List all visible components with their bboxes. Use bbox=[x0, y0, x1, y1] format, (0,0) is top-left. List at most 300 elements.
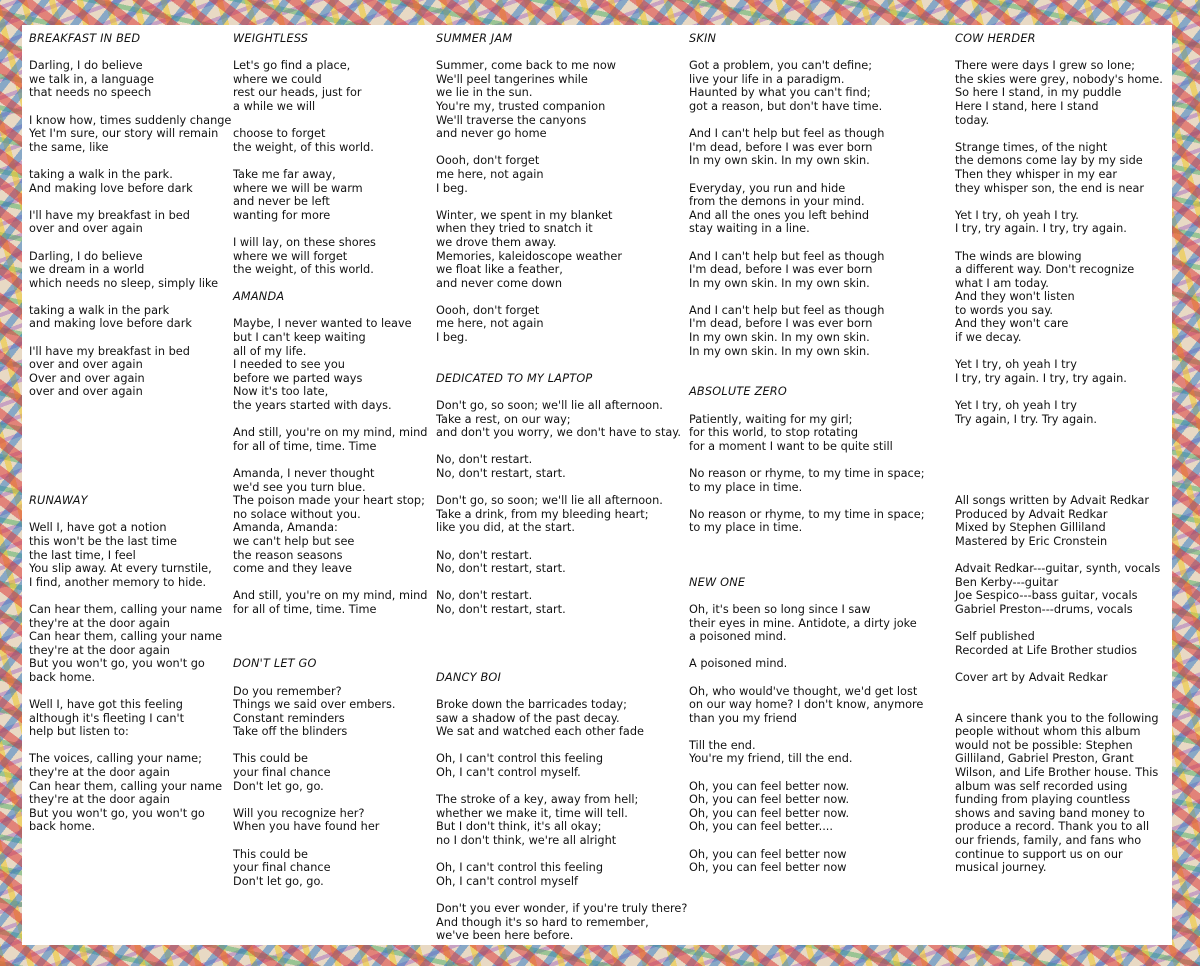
lyric-line: Amanda, I never thought bbox=[233, 467, 375, 480]
lyric-line: Oh, you can feel better now. bbox=[689, 793, 850, 807]
lyric-line: We'll peel tangerines while bbox=[436, 72, 588, 86]
lyric-line: Advait Redkar---guitar, synth, vocals bbox=[955, 562, 1161, 576]
lyric-line: Oooh, don't forget bbox=[436, 303, 540, 317]
lyric-line: Don't let go, go. bbox=[233, 779, 324, 793]
lyric-line: where we will be warm bbox=[233, 181, 363, 195]
lyric-line: over and over again bbox=[29, 222, 143, 236]
spacer bbox=[689, 114, 949, 128]
lyric-line: me here, not again bbox=[436, 167, 544, 181]
lyric-line: You're my, trusted companion bbox=[436, 99, 606, 113]
lyric-line: Oh, I can't control this feeling bbox=[436, 861, 604, 875]
lyric-line: your final chance bbox=[233, 766, 331, 780]
lyric-line: they're at the door again bbox=[29, 643, 170, 657]
spacer bbox=[233, 114, 433, 128]
spacer bbox=[233, 644, 433, 658]
lyric-line: No, don't restart, start. bbox=[436, 602, 566, 616]
spacer bbox=[689, 236, 949, 250]
song-title: RUNAWAY bbox=[29, 494, 88, 508]
lyric-line: Amanda, Amanda: bbox=[233, 521, 338, 535]
spacer bbox=[436, 290, 686, 304]
lyric-line: I'm dead, before I was ever born bbox=[689, 317, 873, 331]
lyric-line: Oh, I can't control myself bbox=[436, 874, 578, 888]
lyric-line: and never be left bbox=[233, 195, 330, 209]
spacer bbox=[955, 127, 1170, 141]
lyric-line: taking a walk in the park. bbox=[29, 167, 173, 181]
lyric-line: Oh, you can feel better now. bbox=[689, 779, 850, 793]
lyric-line: Take off the blinders bbox=[233, 725, 348, 739]
lyric-line: Gabriel Preston---drums, vocals bbox=[955, 602, 1133, 616]
lyric-line: Don't go, so soon; we'll lie all afternoon. bbox=[436, 399, 663, 413]
spacer bbox=[689, 372, 949, 386]
spacer bbox=[689, 399, 949, 413]
spacer bbox=[29, 399, 229, 413]
lyric-line: And making love before dark bbox=[29, 181, 193, 195]
lyric-line: stay waiting in a line. bbox=[689, 222, 810, 236]
spacer bbox=[233, 413, 433, 427]
lyric-line: taking a walk in the park bbox=[29, 303, 170, 317]
spacer bbox=[233, 834, 433, 848]
lyric-line: Cover art by Advait Redkar bbox=[955, 670, 1108, 684]
lyric-line: And they won't listen bbox=[955, 290, 1075, 304]
lyric-line: album was self recorded using bbox=[955, 779, 1128, 793]
lyric-line: back home. bbox=[29, 670, 96, 684]
song-title: DEDICATED TO MY LAPTOP bbox=[436, 371, 593, 385]
spacer bbox=[689, 725, 949, 739]
spacer bbox=[436, 345, 686, 359]
spacer bbox=[233, 671, 433, 685]
spacer bbox=[955, 549, 1170, 563]
lyric-line: Broke down the barricades today; bbox=[436, 698, 627, 712]
lyric-line: help but listen to: bbox=[29, 725, 129, 739]
lyric-line: This could be bbox=[233, 752, 308, 766]
lyric-line: Oh, you can feel better.... bbox=[689, 820, 833, 834]
lyric-line: back home. bbox=[29, 820, 96, 834]
lyric-line: and don't you worry, we don't have to stay. bbox=[436, 426, 681, 440]
spacer bbox=[955, 46, 1170, 60]
spacer bbox=[233, 617, 433, 631]
lyric-line: A sincere thank you to the following bbox=[955, 711, 1159, 725]
spacer bbox=[436, 141, 686, 155]
spacer bbox=[29, 467, 229, 481]
lyric-line: a while we will bbox=[233, 99, 316, 113]
spacer bbox=[689, 46, 949, 60]
lyric-line: Oh, it's been so long since I saw bbox=[689, 602, 871, 616]
lyric-line: Winter, we spent in my blanket bbox=[436, 208, 613, 222]
lyric-line: Darling, I do believe bbox=[29, 59, 143, 73]
lyric-line: I needed to see you bbox=[233, 358, 345, 372]
spacer bbox=[29, 195, 229, 209]
spacer bbox=[436, 739, 686, 753]
lyric-line: In my own skin. In my own skin. bbox=[689, 154, 870, 168]
spacer bbox=[689, 549, 949, 563]
lyric-line: No, don't restart. bbox=[436, 589, 533, 603]
spacer bbox=[233, 739, 433, 753]
spacer bbox=[436, 888, 686, 902]
credits-column bbox=[955, 32, 1170, 875]
spacer bbox=[955, 657, 1170, 671]
spacer bbox=[689, 834, 949, 848]
lyric-line: that needs no speech bbox=[29, 86, 152, 100]
lyric-line: Oooh, don't forget bbox=[436, 154, 540, 168]
lyric-line: Memories, kaleidoscope weather bbox=[436, 249, 623, 263]
spacer bbox=[29, 440, 229, 454]
lyric-line: Darling, I do believe bbox=[29, 249, 143, 263]
lyric-line: where we will forget bbox=[233, 249, 348, 263]
spacer bbox=[436, 481, 686, 495]
spacer bbox=[689, 168, 949, 182]
lyric-line: the reason seasons bbox=[233, 548, 343, 562]
lyric-line: I'll have my breakfast in bed bbox=[29, 208, 190, 222]
lyric-line: people without whom this album bbox=[955, 725, 1141, 739]
lyric-line: when they tried to snatch it bbox=[436, 222, 593, 236]
spacer bbox=[436, 440, 686, 454]
lyric-line: we float like a feather, bbox=[436, 263, 563, 277]
lyric-line: I beg. bbox=[436, 331, 468, 345]
lyric-line: Try again, I try. Try again. bbox=[955, 412, 1097, 426]
lyric-line: all of my life. bbox=[233, 344, 307, 358]
lyric-line: Oh, who would've thought, we'd get lost bbox=[689, 684, 918, 698]
lyric-line: In my own skin. In my own skin. bbox=[689, 344, 870, 358]
lyric-line: musical journey. bbox=[955, 861, 1047, 875]
lyric-line: Gilliland, Gabriel Preston, Grant bbox=[955, 752, 1134, 766]
lyric-line: I'm dead, before I was ever born bbox=[689, 263, 873, 277]
lyric-line: they're at the door again bbox=[29, 766, 170, 780]
lyric-line: Till the end. bbox=[689, 738, 756, 752]
lyric-line: we'd see you turn blue. bbox=[233, 480, 366, 494]
spacer bbox=[29, 236, 229, 250]
lyric-line: which needs no sleep, simply like bbox=[29, 276, 219, 290]
song-title: COW HERDER bbox=[955, 32, 1036, 45]
lyrics-column-3 bbox=[436, 32, 686, 943]
lyric-line: No, don't restart, start. bbox=[436, 467, 566, 480]
lyric-line: And I can't help but feel as though bbox=[689, 303, 885, 317]
lyric-line: Things we said over embers. bbox=[233, 698, 396, 712]
lyric-line: Take a drink, from my bleeding heart; bbox=[436, 507, 649, 521]
lyric-line: Everyday, you run and hide bbox=[689, 181, 846, 195]
lyric-line: Now it's too late, bbox=[233, 385, 329, 399]
spacer bbox=[436, 630, 686, 644]
lyric-line: the weight, of this world. bbox=[233, 263, 374, 277]
song-title: DANCY BOI bbox=[436, 670, 502, 684]
spacer bbox=[29, 154, 229, 168]
lyric-line: Don't you ever wonder, if you're truly there? bbox=[436, 902, 688, 915]
lyric-line: Here I stand, here I stand bbox=[955, 99, 1099, 113]
lyric-line: from the demons in your mind. bbox=[689, 195, 865, 209]
lyric-line: No reason or rhyme, to my time in space; bbox=[689, 507, 925, 521]
lyric-line: and never go home bbox=[436, 127, 547, 141]
lyric-line: And still, you're on my mind, mind bbox=[233, 426, 428, 440]
lyrics-column-1 bbox=[29, 32, 232, 834]
lyric-line: Don't let go, go. bbox=[233, 874, 324, 888]
spacer bbox=[689, 589, 949, 603]
spacer bbox=[955, 345, 1170, 359]
spacer bbox=[29, 453, 229, 467]
lyric-line: we've been here before. bbox=[436, 929, 574, 943]
lyric-line: shows and saving band money to bbox=[955, 806, 1145, 820]
spacer bbox=[29, 739, 229, 753]
lyric-line: today. bbox=[955, 113, 990, 127]
spacer bbox=[689, 453, 949, 467]
lyric-line: All songs written by Advait Redkar bbox=[955, 494, 1150, 508]
spacer bbox=[436, 358, 686, 372]
lyric-line: I beg. bbox=[436, 181, 468, 195]
song-title: ABSOLUTE ZERO bbox=[689, 385, 787, 399]
lyric-line: And all the ones you left behind bbox=[689, 208, 870, 222]
spacer bbox=[955, 236, 1170, 250]
lyric-line: The winds are blowing bbox=[955, 249, 1082, 263]
lyric-line: they whisper son, the end is near bbox=[955, 181, 1145, 195]
spacer bbox=[233, 576, 433, 590]
lyric-line: live your life in a paradigm. bbox=[689, 72, 845, 86]
lyric-line: wanting for more bbox=[233, 208, 331, 222]
spacer bbox=[233, 453, 433, 467]
lyric-line: where we could bbox=[233, 72, 322, 86]
lyric-line: Joe Sespico---bass guitar, vocals bbox=[955, 589, 1138, 603]
lyric-line: Oh, you can feel better now bbox=[689, 847, 847, 861]
lyric-line: Do you remember? bbox=[233, 684, 342, 698]
spacer bbox=[233, 630, 433, 644]
spacer bbox=[689, 290, 949, 304]
spacer bbox=[29, 508, 229, 522]
lyric-line: Summer, come back to me now bbox=[436, 59, 617, 73]
lyric-line: Then they whisper in my ear bbox=[955, 167, 1118, 181]
lyric-line: Produced by Advait Redkar bbox=[955, 507, 1108, 521]
lyric-line: funding from playing countless bbox=[955, 793, 1131, 807]
lyric-line: Constant reminders bbox=[233, 711, 345, 725]
lyric-line: Oh, you can feel better now. bbox=[689, 806, 850, 820]
lyric-line: Recorded at Life Brother studios bbox=[955, 643, 1138, 657]
lyric-line: like you did, at the start. bbox=[436, 521, 575, 535]
lyric-line: There were days I grew so lone; bbox=[955, 59, 1135, 73]
spacer bbox=[436, 780, 686, 794]
spacer bbox=[689, 358, 949, 372]
spacer bbox=[436, 46, 686, 60]
spacer bbox=[29, 481, 229, 495]
lyric-line: In my own skin. In my own skin. bbox=[689, 331, 870, 345]
lyric-line: Oh, I can't control myself. bbox=[436, 766, 581, 780]
lyric-line: And I can't help but feel as though bbox=[689, 127, 885, 141]
lyric-line: You're my friend, till the end. bbox=[689, 752, 853, 766]
lyric-line: they're at the door again bbox=[29, 793, 170, 807]
lyric-line: their eyes in mine. Antidote, a dirty joke bbox=[689, 616, 917, 630]
lyrics-sheet bbox=[22, 25, 1172, 945]
lyric-line: whether we make it, time will tell. bbox=[436, 806, 628, 820]
lyric-line: Got a problem, you can't define; bbox=[689, 59, 873, 73]
spacer bbox=[29, 290, 229, 304]
lyric-line: no solace without you. bbox=[233, 507, 361, 521]
lyric-line: The poison made your heart stop; bbox=[233, 494, 425, 508]
spacer bbox=[955, 453, 1170, 467]
lyric-line: I try, try again. I try, try again. bbox=[955, 222, 1127, 236]
lyric-line: But you won't go, you won't go bbox=[29, 806, 205, 820]
lyric-line: and making love before dark bbox=[29, 317, 192, 331]
lyric-line: although it's fleeting I can't bbox=[29, 711, 185, 725]
lyric-line: I find, another memory to hide. bbox=[29, 575, 207, 589]
lyric-line: The stroke of a key, away from hell; bbox=[436, 793, 639, 807]
lyric-line: we lie in the sun. bbox=[436, 86, 533, 100]
lyric-line: Let's go find a place, bbox=[233, 59, 351, 73]
lyric-line: for this world, to stop rotating bbox=[689, 426, 859, 440]
lyric-line: got a reason, but don't have time. bbox=[689, 99, 883, 113]
lyric-line: No, don't restart. bbox=[436, 453, 533, 467]
song-title: BREAKFAST IN BED bbox=[29, 32, 141, 45]
song-title: SKIN bbox=[689, 32, 717, 45]
lyric-line: We sat and watched each other fade bbox=[436, 725, 644, 739]
lyric-line: to my place in time. bbox=[689, 480, 803, 494]
lyric-line: Oh, I can't control this feeling bbox=[436, 752, 604, 766]
lyric-line: No reason or rhyme, to my time in space; bbox=[689, 467, 925, 480]
lyric-line: Ben Kerby---guitar bbox=[955, 575, 1059, 589]
lyric-line: to my place in time. bbox=[689, 521, 803, 535]
lyric-line: The voices, calling your name; bbox=[29, 752, 202, 766]
spacer bbox=[436, 576, 686, 590]
lyric-line: but I can't keep waiting bbox=[233, 331, 366, 345]
lyric-line: a different way. Don't recognize bbox=[955, 263, 1135, 277]
lyric-line: Maybe, I never wanted to leave bbox=[233, 317, 412, 331]
spacer bbox=[29, 413, 229, 427]
spacer bbox=[233, 46, 433, 60]
lyric-line: on our way home? I don't know, anymore bbox=[689, 698, 924, 712]
spacer bbox=[955, 440, 1170, 454]
lyric-line: continue to support us on our bbox=[955, 847, 1123, 861]
spacer bbox=[233, 277, 433, 291]
spacer bbox=[955, 698, 1170, 712]
spacer bbox=[689, 494, 949, 508]
lyric-line: over and over again bbox=[29, 358, 143, 372]
lyric-line: we talk in, a language bbox=[29, 72, 154, 86]
spacer bbox=[689, 644, 949, 658]
lyric-line: choose to forget bbox=[233, 127, 326, 141]
lyric-line: they're at the door again bbox=[29, 616, 170, 630]
lyric-line: You slip away. At every turnstile, bbox=[29, 562, 212, 576]
spacer bbox=[233, 222, 433, 236]
lyric-line: And I can't help but feel as though bbox=[689, 249, 885, 263]
lyric-line: I know how, times suddenly change bbox=[29, 113, 232, 127]
spacer bbox=[436, 685, 686, 699]
lyric-line: we can't help but see bbox=[233, 534, 355, 548]
lyric-line: Can hear them, calling your name bbox=[29, 602, 223, 616]
spacer bbox=[689, 766, 949, 780]
spacer bbox=[29, 331, 229, 345]
spacer bbox=[689, 562, 949, 576]
lyric-line: Yet I try, oh yeah I try bbox=[955, 358, 1077, 372]
lyrics-column-4 bbox=[689, 32, 949, 875]
lyric-line: what I am today. bbox=[955, 276, 1049, 290]
lyric-line: we dream in a world bbox=[29, 263, 145, 277]
lyric-line: A poisoned mind. bbox=[689, 657, 788, 671]
lyric-line: the last time, I feel bbox=[29, 548, 136, 562]
lyric-line: I'll have my breakfast in bed bbox=[29, 344, 190, 358]
lyric-line: Mastered by Eric Cronstein bbox=[955, 534, 1108, 548]
spacer bbox=[436, 535, 686, 549]
lyric-line: me here, not again bbox=[436, 317, 544, 331]
lyrics-column-2 bbox=[233, 32, 433, 888]
lyric-line: than you my friend bbox=[689, 711, 797, 725]
lyric-line: When you have found her bbox=[233, 820, 380, 834]
spacer bbox=[29, 426, 229, 440]
lyric-line: come and they leave bbox=[233, 562, 352, 576]
lyric-line: No, don't restart, start. bbox=[436, 562, 566, 576]
lyric-line: no I don't think, we're all alright bbox=[436, 834, 617, 848]
lyric-line: for all of time, time. Time bbox=[233, 602, 377, 616]
spacer bbox=[436, 195, 686, 209]
spacer bbox=[436, 385, 686, 399]
lyric-line: to words you say. bbox=[955, 303, 1053, 317]
lyric-line: This could be bbox=[233, 847, 308, 861]
lyric-line: would not be possible: Stephen bbox=[955, 738, 1133, 752]
lyric-line: Self published bbox=[955, 630, 1035, 644]
lyric-line: But I don't think, it's all okay; bbox=[436, 820, 602, 834]
lyric-line: Don't go, so soon; we'll lie all afternoon. bbox=[436, 494, 663, 508]
spacer bbox=[955, 426, 1170, 440]
lyric-line: I try, try again. I try, try again. bbox=[955, 371, 1127, 385]
spacer bbox=[955, 481, 1170, 495]
lyric-line: Yet I'm sure, our story will remain bbox=[29, 127, 219, 141]
lyric-line: and never come down bbox=[436, 276, 562, 290]
lyric-line: No, don't restart. bbox=[436, 548, 533, 562]
lyric-line: for a moment I want to be quite still bbox=[689, 439, 893, 453]
lyric-line: Oh, you can feel better now bbox=[689, 861, 847, 875]
lyric-line: our friends, family, and fans who bbox=[955, 834, 1142, 848]
spacer bbox=[233, 304, 433, 318]
spacer bbox=[689, 535, 949, 549]
lyric-line: the same, like bbox=[29, 140, 109, 154]
spacer bbox=[29, 685, 229, 699]
spacer bbox=[689, 671, 949, 685]
spacer bbox=[955, 685, 1170, 699]
lyric-line: Can hear them, calling your name bbox=[29, 630, 223, 644]
lyric-line: a poisoned mind. bbox=[689, 630, 787, 644]
spacer bbox=[955, 385, 1170, 399]
lyric-line: I'm dead, before I was ever born bbox=[689, 140, 873, 154]
lyric-line: produce a record. Thank you to all bbox=[955, 820, 1150, 834]
spacer bbox=[955, 467, 1170, 481]
lyric-line: rest our heads, just for bbox=[233, 86, 362, 100]
lyric-line: saw a shadow of the past decay. bbox=[436, 711, 620, 725]
lyric-line: Will you recognize her? bbox=[233, 806, 365, 820]
spacer bbox=[436, 644, 686, 658]
lyric-line: Can hear them, calling your name bbox=[29, 779, 223, 793]
lyric-line: if we decay. bbox=[955, 331, 1022, 345]
lyric-line: And still, you're on my mind, mind bbox=[233, 589, 428, 603]
song-title: SUMMER JAM bbox=[436, 32, 513, 45]
spacer bbox=[955, 617, 1170, 631]
lyric-line: Well I, have got this feeling bbox=[29, 698, 183, 712]
spacer bbox=[29, 100, 229, 114]
spacer bbox=[436, 848, 686, 862]
lyric-line: So here I stand, in my puddle bbox=[955, 86, 1122, 100]
spacer bbox=[233, 154, 433, 168]
lyric-line: the weight, of this world. bbox=[233, 140, 374, 154]
lyric-line: your final chance bbox=[233, 861, 331, 875]
lyric-line: We'll traverse the canyons bbox=[436, 113, 587, 127]
lyric-line: Well I, have got a notion bbox=[29, 521, 167, 535]
lyric-line: we drove them away. bbox=[436, 235, 557, 249]
lyric-line: for all of time, time. Time bbox=[233, 439, 377, 453]
lyric-line: Wilson, and Life Brother house. This bbox=[955, 766, 1159, 780]
lyric-line: the skies were grey, nobody's home. bbox=[955, 72, 1163, 86]
spacer bbox=[436, 617, 686, 631]
lyric-line: the demons come lay by my side bbox=[955, 154, 1143, 168]
spacer bbox=[233, 793, 433, 807]
lyric-line: Yet I try, oh yeah I try. bbox=[955, 208, 1079, 222]
lyric-line: Patiently, waiting for my girl; bbox=[689, 412, 853, 426]
lyric-line: Strange times, of the night bbox=[955, 140, 1108, 154]
lyric-line: I will lay, on these shores bbox=[233, 235, 376, 249]
song-title: NEW ONE bbox=[689, 575, 746, 589]
lyric-line: And they won't care bbox=[955, 317, 1069, 331]
lyric-line: But you won't go, you won't go bbox=[29, 657, 205, 671]
